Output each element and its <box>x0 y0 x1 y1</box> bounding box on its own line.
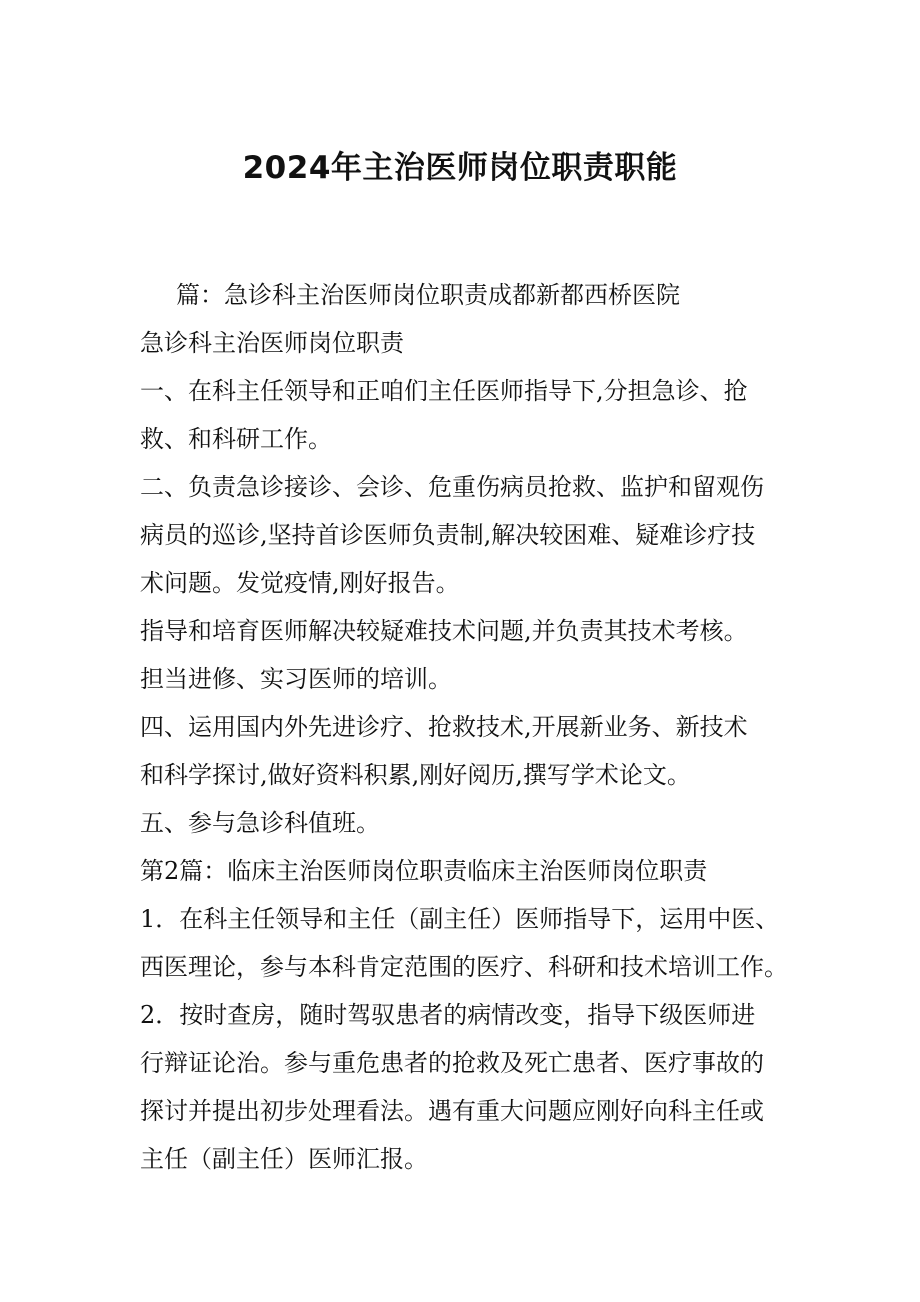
paragraph-line: 1．在科主任领导和主任（副主任）医师指导下，运用中医、 <box>140 905 780 933</box>
paragraph-line: 急诊科主治医师岗位职责 <box>140 329 404 357</box>
section-heading-1: 篇：急诊科主治医师岗位职责成都新都西桥医院 <box>176 281 680 309</box>
paragraph-line: 四、运用国内外先进诊疗、抢救技术,开展新业务、新技术 <box>140 713 748 741</box>
paragraph-line: 和科学探讨,做好资料积累,刚好阅历,撰写学术论文。 <box>140 761 691 789</box>
section-heading-2: 第2篇：临床主治医师岗位职责临床主治医师岗位职责 <box>140 857 708 885</box>
paragraph-line: 救、和科研工作。 <box>140 425 332 453</box>
paragraph-line: 二、负责急诊接诊、会诊、危重伤病员抢救、监护和留观伤 <box>140 473 764 501</box>
paragraph-line: 指导和培育医师解决较疑难技术问题,并负责其技术考核。 <box>140 617 748 645</box>
paragraph-line: 主任（副主任）医师汇报。 <box>140 1145 428 1173</box>
paragraph-line: 术问题。发觉疫情,刚好报告。 <box>140 569 460 597</box>
paragraph-line: 探讨并提出初步处理看法。遇有重大问题应刚好向科主任或 <box>140 1097 764 1125</box>
paragraph-line: 五、参与急诊科值班。 <box>140 809 380 837</box>
paragraph-line: 病员的巡诊,坚持首诊医师负责制,解决较困难、疑难诊疗技 <box>140 521 756 549</box>
paragraph-line: 一、在科主任领导和正咱们主任医师指导下,分担急诊、抢 <box>140 377 748 405</box>
paragraph-line: 行辩证论治。参与重危患者的抢救及死亡患者、医疗事故的 <box>140 1049 764 1077</box>
paragraph-line: 西医理论，参与本科肯定范围的医疗、科研和技术培训工作。 <box>140 953 788 981</box>
paragraph-line: 担当进修、实习医师的培训。 <box>140 665 452 693</box>
document-title: 2024年主治医师岗位职责职能 <box>242 150 678 186</box>
document-body <box>140 271 800 1183</box>
paragraph-line: 2．按时查房，随时驾驭患者的病情改变，指导下级医师进 <box>140 1001 756 1029</box>
